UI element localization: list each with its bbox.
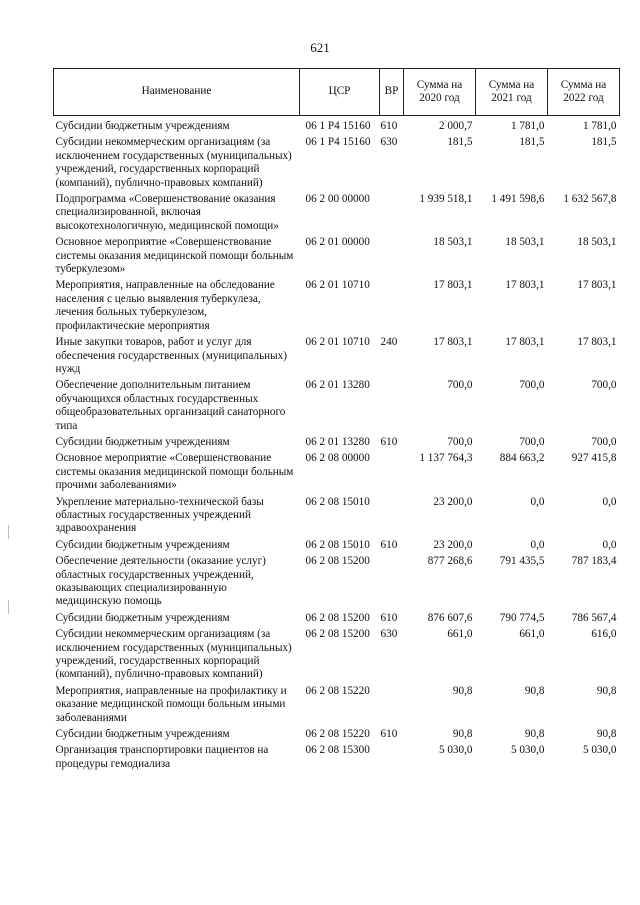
- row-sum-2020: 17 803,1: [433, 279, 473, 292]
- row-vr: [380, 555, 404, 612]
- row-sum-2021: 661,0: [519, 628, 545, 641]
- row-vr: 240: [380, 336, 398, 349]
- header-csr: ЦСР: [300, 69, 380, 116]
- row-csr: 06 2 08 15200: [305, 611, 370, 624]
- header-vr: ВР: [380, 69, 404, 116]
- row-sum-2021: 1 491 598,6: [491, 193, 545, 206]
- row-csr: 06 2 08 15010: [305, 495, 370, 508]
- row-name: Субсидии бюджетным учреждениям: [55, 538, 230, 551]
- row-sum-2022: 1 632 567,8: [563, 193, 617, 206]
- row-sum-2020: 18 503,1: [433, 236, 473, 249]
- row-sum-2021: 0,0: [530, 538, 545, 551]
- row-vr: [380, 193, 404, 236]
- header-sum-2021: Сумма на 2021 год: [476, 69, 548, 116]
- row-csr: 06 2 08 15300: [305, 744, 370, 757]
- row-csr: 06 2 08 00000: [305, 452, 370, 465]
- row-name: Укрепление материально-технической базы областных государственных учреждений здравоохранения: [55, 495, 264, 535]
- row-sum-2020: 5 030,0: [438, 744, 473, 757]
- row-name: Иные закупки товаров, работ и услуг для обеспечения государственных (муниципальных) нужд: [55, 336, 287, 375]
- row-csr: 06 2 08 15200: [305, 628, 370, 641]
- row-sum-2020: 877 268,6: [427, 555, 473, 568]
- row-name: Основное мероприятие «Совершенствование системы оказания медицинской помощи больным туберкулезом»: [55, 236, 294, 276]
- row-sum-2022: 18 503,1: [577, 236, 617, 249]
- table-row: [54, 612, 620, 628]
- row-name: Субсидии некоммерческим организациям (за исключением государственных (муниципальных) учреждений, государственных корпораций (компаний), публично-правовых компаний): [55, 136, 292, 189]
- row-name: Мероприятия, направленные на обследование населения с целью выявления туберкулеза, лечения больных туберкулезом, профилактические мероприятия: [55, 279, 275, 332]
- table-row: [54, 236, 620, 279]
- row-sum-2020: 90,8: [452, 728, 473, 741]
- row-sum-2021: 1 781,0: [510, 120, 545, 132]
- row-sum-2022: 0,0: [602, 538, 617, 551]
- row-vr: [380, 379, 404, 436]
- row-sum-2021: 884 663,2: [499, 452, 545, 465]
- row-vr: [380, 279, 404, 336]
- row-vr: [380, 744, 404, 774]
- row-sum-2021: 18 503,1: [505, 236, 545, 249]
- row-name: Субсидии бюджетным учреждениям: [55, 435, 230, 448]
- row-sum-2020: 23 200,0: [433, 495, 473, 508]
- table-row: [54, 496, 620, 539]
- row-name: Основное мероприятие «Совершенствование системы оказания медицинской помощи больным прочими заболеваниями»: [55, 452, 294, 492]
- table-row: [54, 539, 620, 555]
- row-sum-2022: 5 030,0: [582, 744, 617, 757]
- header-name: Наименование: [54, 69, 300, 116]
- row-name: Мероприятия, направленные на профилактику и оказание медицинской помощи больным иными заболеваниями: [55, 684, 287, 724]
- row-sum-2021: 790 774,5: [499, 611, 545, 624]
- row-sum-2022: 17 803,1: [577, 336, 617, 349]
- row-name: Организация транспортировки пациентов на процедуры гемодиализа: [55, 744, 269, 770]
- row-csr: 06 2 08 15200: [305, 555, 370, 568]
- table-row: [54, 728, 620, 744]
- row-sum-2021: 5 030,0: [510, 744, 545, 757]
- page-number: 621: [310, 40, 330, 55]
- row-sum-2021: 700,0: [519, 435, 545, 448]
- row-vr: 610: [380, 538, 398, 551]
- row-vr: [380, 452, 404, 495]
- row-sum-2022: 700,0: [591, 379, 617, 392]
- header-sum-2022: Сумма на 2022 год: [548, 69, 620, 116]
- row-sum-2021: 17 803,1: [505, 336, 545, 349]
- table-row: [54, 744, 620, 774]
- row-sum-2022: 927 415,8: [571, 452, 617, 465]
- row-vr: 630: [380, 628, 398, 641]
- row-sum-2022: 1 781,0: [582, 120, 617, 132]
- row-sum-2022: 181,5: [591, 136, 617, 149]
- table-row: [54, 436, 620, 452]
- row-name: Субсидии бюджетным учреждениям: [55, 120, 230, 132]
- row-sum-2021: 17 803,1: [505, 279, 545, 292]
- row-csr: 06 2 08 15220: [305, 684, 370, 697]
- row-csr: 06 2 01 00000: [305, 236, 370, 249]
- table-row: [54, 116, 620, 137]
- budget-table: [53, 68, 620, 774]
- row-sum-2022: 700,0: [591, 435, 617, 448]
- table-row: [54, 379, 620, 436]
- table-row: [54, 336, 620, 379]
- table-row: [54, 193, 620, 236]
- row-vr: 610: [380, 435, 398, 448]
- row-sum-2020: 876 607,6: [427, 611, 473, 624]
- row-sum-2021: 700,0: [519, 379, 545, 392]
- row-csr: 06 2 08 15220: [305, 728, 370, 741]
- row-name: Субсидии бюджетным учреждениям: [55, 611, 230, 624]
- row-sum-2021: 0,0: [530, 495, 545, 508]
- row-sum-2021: 791 435,5: [499, 555, 545, 568]
- row-sum-2020: 700,0: [447, 379, 473, 392]
- row-sum-2022: 616,0: [591, 628, 617, 641]
- table-header-row: [54, 69, 620, 116]
- table-row: [54, 628, 620, 685]
- row-vr: 610: [380, 120, 398, 132]
- table-row: [54, 452, 620, 495]
- row-sum-2021: 90,8: [524, 684, 545, 697]
- margin-mark: [8, 525, 9, 539]
- row-csr: 06 2 01 10710: [305, 279, 370, 292]
- table-row: [54, 555, 620, 612]
- margin-mark: [8, 600, 9, 614]
- row-sum-2021: 90,8: [524, 728, 545, 741]
- row-csr: 06 2 08 15010: [305, 538, 370, 551]
- row-vr: 610: [380, 728, 398, 741]
- row-csr: 06 2 00 00000: [305, 193, 370, 206]
- row-name: Обеспечение дополнительным питанием обучающихся областных государственных общеобразовательных организаций санаторного типа: [55, 379, 286, 432]
- table-body: [54, 116, 620, 775]
- row-sum-2020: 17 803,1: [433, 336, 473, 349]
- row-sum-2020: 90,8: [452, 684, 473, 697]
- row-name: Обеспечение деятельности (оказание услуг) областных государственных учреждений, оказывающих специализированную медицинскую помощь: [55, 555, 266, 608]
- row-sum-2022: 17 803,1: [577, 279, 617, 292]
- row-csr: 06 1 P4 15160: [305, 120, 371, 132]
- row-sum-2020: 2 000,7: [438, 120, 473, 132]
- row-sum-2022: 786 567,4: [571, 611, 617, 624]
- table-row: [54, 136, 620, 193]
- row-sum-2022: 0,0: [602, 495, 617, 508]
- row-csr: 06 2 01 13280: [305, 379, 370, 392]
- row-sum-2020: 181,5: [447, 136, 473, 149]
- row-vr: 610: [380, 611, 398, 624]
- row-name: Субсидии бюджетным учреждениям: [55, 728, 230, 741]
- row-csr: 06 1 P4 15160: [305, 136, 371, 149]
- row-sum-2022: 787 183,4: [571, 555, 617, 568]
- row-sum-2021: 181,5: [519, 136, 545, 149]
- row-sum-2020: 700,0: [447, 435, 473, 448]
- row-sum-2020: 661,0: [447, 628, 473, 641]
- row-vr: [380, 496, 404, 539]
- row-sum-2022: 90,8: [596, 684, 617, 697]
- row-csr: 06 2 01 13280: [305, 435, 370, 448]
- row-sum-2020: 23 200,0: [433, 538, 473, 551]
- table-row: [54, 279, 620, 336]
- row-name: Подпрограмма «Совершенствование оказания специализированной, включая высокотехнологичную, медицинской помощи»: [55, 193, 279, 232]
- header-sum-2020: Сумма на 2020 год: [404, 69, 476, 116]
- row-sum-2020: 1 939 518,1: [419, 193, 473, 206]
- row-sum-2020: 1 137 764,3: [419, 452, 473, 465]
- row-vr: 630: [380, 136, 398, 149]
- row-csr: 06 2 01 10710: [305, 336, 370, 349]
- row-vr: [380, 685, 404, 728]
- row-sum-2022: 90,8: [596, 728, 617, 741]
- row-vr: [380, 236, 404, 279]
- row-name: Субсидии некоммерческим организациям (за исключением государственных (муниципальных) учреждений, государственных корпораций (компаний), публично-правовых компаний): [55, 628, 292, 681]
- table-row: [54, 685, 620, 728]
